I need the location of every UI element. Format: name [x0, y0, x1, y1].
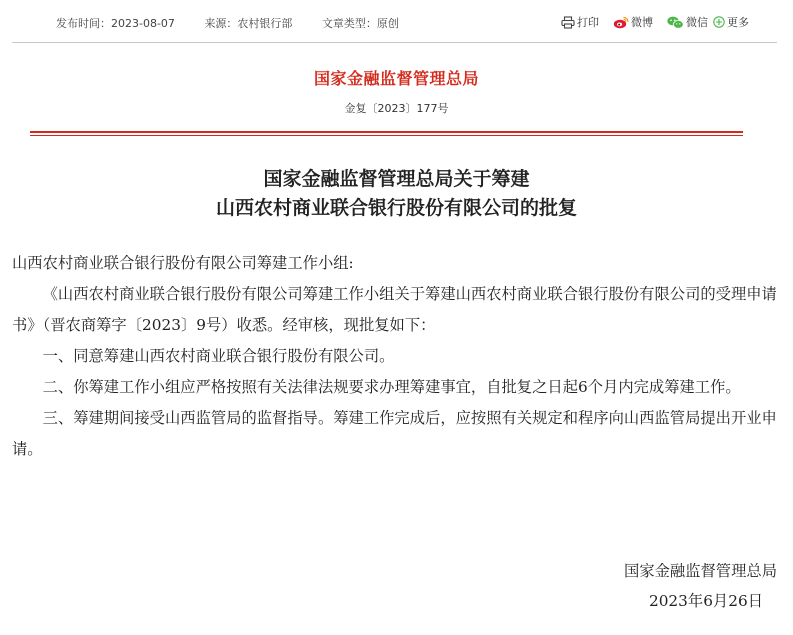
article-type: 文章类型：原创 [321, 17, 399, 30]
wechat-label: 微信 [686, 16, 708, 29]
title-line-1: 国家金融监督管理总局关于筹建 [263, 168, 530, 190]
article-meta [56, 15, 425, 31]
plus-circle-icon [713, 16, 725, 28]
share-toolbar [561, 14, 749, 30]
issuing-agency: 国家金融监督管理总局 [313, 69, 479, 88]
article-meta-bar [12, 0, 777, 43]
wechat-share-button[interactable] [667, 14, 708, 30]
approval-item-2: 二、你筹建工作小组应严格按照有关法律法规要求办理筹建事宜，自批复之日起6个月内完成筹建工作。 [42, 378, 741, 396]
title-line-2: 山西农村商业联合银行股份有限公司的批复 [215, 197, 577, 219]
salutation: 山西农村商业联合银行股份有限公司筹建工作小组: [12, 254, 354, 272]
document-number: 金复〔2023〕177号 [344, 102, 449, 115]
red-divider [30, 131, 743, 133]
body-paragraph: 《山西农村商业联合银行股份有限公司筹建工作小组关于筹建山西农村商业联合银行股份有限公司的受理申请书》（晋农商筹字〔2023〕9号）收悉。经审核，现批复如下： [12, 285, 777, 334]
document-body [12, 248, 777, 465]
wechat-icon [667, 16, 684, 29]
weibo-share-button[interactable] [613, 14, 653, 30]
printer-icon [561, 16, 575, 29]
more-share-button[interactable] [713, 14, 749, 30]
document-title [0, 165, 793, 223]
print-button[interactable] [561, 14, 599, 30]
publish-time: 发布时间：2023-08-07 [56, 17, 175, 30]
weibo-icon [613, 16, 629, 29]
signature-date: 2023年6月26日 [648, 592, 763, 610]
signature-issuer: 国家金融监督管理总局 [624, 562, 777, 580]
weibo-label: 微博 [631, 16, 653, 29]
signature-block [624, 556, 777, 616]
approval-item-3: 三、筹建期间接受山西监管局的监督指导。筹建工作完成后，应按照有关规定和程序向山西监管局提出开业申请。 [12, 409, 777, 458]
approval-item-1: 一、同意筹建山西农村商业联合银行股份有限公司。 [42, 347, 395, 365]
source: 来源：农村银行部 [204, 17, 293, 30]
red-divider-thin [30, 135, 743, 136]
more-label: 更多 [727, 16, 749, 29]
print-label: 打印 [577, 16, 599, 29]
